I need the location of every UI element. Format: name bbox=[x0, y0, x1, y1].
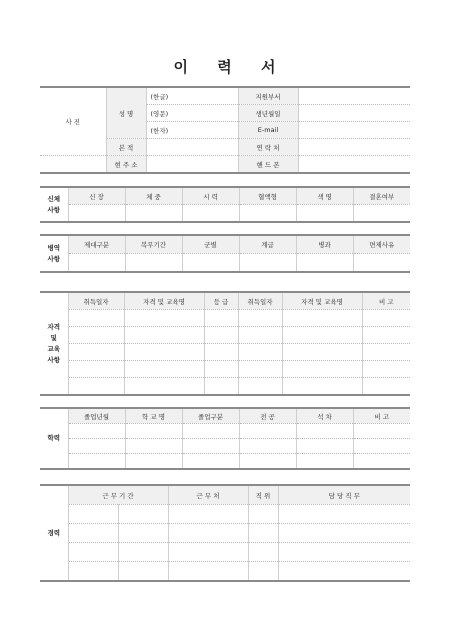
weight-header: 체 중 bbox=[125, 187, 182, 205]
qualifications-section-label bbox=[40, 292, 68, 395]
career-row bbox=[40, 505, 410, 524]
name-hanja-field[interactable]: (한자) bbox=[146, 122, 238, 139]
exemption-reason-header: 면제사유 bbox=[353, 235, 410, 254]
career-row bbox=[40, 524, 410, 543]
name-label: 성 명 bbox=[106, 87, 146, 139]
qualifications-label-1: 자격 bbox=[47, 322, 61, 331]
height-field[interactable] bbox=[68, 205, 125, 223]
personal-info-table bbox=[40, 86, 410, 174]
job-title-header: 직 위 bbox=[248, 485, 278, 505]
body-info-label-1: 신체 bbox=[47, 194, 61, 203]
body-info-label-2: 사항 bbox=[47, 205, 61, 214]
photo-box[interactable] bbox=[40, 87, 106, 156]
military-label-2: 사항 bbox=[47, 254, 61, 263]
address-field[interactable] bbox=[146, 156, 238, 174]
qualification-row bbox=[40, 361, 410, 378]
career-row bbox=[40, 562, 410, 582]
eyesight-field[interactable] bbox=[182, 205, 239, 223]
graduation-type-header: 졸업구분 bbox=[182, 408, 239, 424]
acquired-date-header-2: 취득일자 bbox=[238, 292, 282, 310]
acquired-date-header: 취득일자 bbox=[68, 292, 124, 310]
body-info-section-label bbox=[40, 187, 68, 222]
name-english-field[interactable]: (영문) bbox=[146, 105, 238, 122]
specialty-field[interactable] bbox=[296, 254, 353, 273]
graduation-date-header: 졸업년월 bbox=[68, 408, 125, 424]
discharge-type-field[interactable] bbox=[68, 254, 125, 273]
color-blindness-field[interactable] bbox=[296, 205, 353, 223]
service-period-field[interactable] bbox=[125, 254, 182, 273]
career-section-label: 경력 bbox=[40, 485, 68, 581]
contact-label: 연 락 처 bbox=[238, 139, 298, 156]
education-table bbox=[40, 407, 410, 470]
qualifications-label-2: 및 bbox=[50, 333, 57, 342]
duties-header: 담 당 직 무 bbox=[278, 485, 410, 505]
qualification-row bbox=[40, 327, 410, 344]
hometown-field[interactable] bbox=[146, 139, 238, 156]
birthdate-label: 생년월일 bbox=[238, 105, 298, 122]
qualifications-label-4: 사항 bbox=[47, 355, 61, 364]
body-info-table bbox=[40, 186, 410, 223]
mobile-field[interactable] bbox=[298, 156, 410, 174]
qualification-name-header: 자격 및 교육명 bbox=[124, 292, 204, 310]
resume-title: 이 력 서 bbox=[173, 58, 277, 76]
weight-field[interactable] bbox=[125, 205, 182, 223]
email-field[interactable] bbox=[298, 122, 410, 139]
hometown-label: 본 적 bbox=[106, 139, 146, 156]
mobile-label: 핸 드 폰 bbox=[238, 156, 298, 174]
career-row bbox=[40, 543, 410, 562]
blood-type-header: 혈액형 bbox=[239, 187, 296, 205]
major-header: 전 공 bbox=[239, 408, 296, 424]
specialty-header: 병과 bbox=[296, 235, 353, 254]
color-blindness-header: 색 명 bbox=[296, 187, 353, 205]
class-rank-header: 석 차 bbox=[296, 408, 353, 424]
eyesight-header: 시 력 bbox=[182, 187, 239, 205]
service-period-header: 복무기간 bbox=[125, 235, 182, 254]
qualification-row bbox=[40, 344, 410, 361]
military-section-label bbox=[40, 235, 68, 272]
education-remarks-header: 비 고 bbox=[353, 408, 410, 424]
grade-header: 등 급 bbox=[204, 292, 238, 310]
qualification-row bbox=[40, 310, 410, 327]
marital-status-field[interactable] bbox=[353, 205, 410, 223]
marital-status-header: 결혼여부 bbox=[353, 187, 410, 205]
qualifications-table bbox=[40, 291, 410, 396]
position-field[interactable] bbox=[298, 87, 410, 105]
height-header: 신 장 bbox=[68, 187, 125, 205]
military-table bbox=[40, 234, 410, 273]
education-row bbox=[40, 439, 410, 454]
school-name-header: 학 교 명 bbox=[125, 408, 182, 424]
position-label: 지원부서 bbox=[238, 87, 298, 105]
education-row bbox=[40, 454, 410, 470]
contact-field[interactable] bbox=[298, 139, 410, 156]
remarks-header: 비 고 bbox=[362, 292, 410, 310]
rank-header: 계급 bbox=[239, 235, 296, 254]
education-section-label: 학력 bbox=[40, 408, 68, 469]
name-korean-field[interactable]: (한글) bbox=[146, 87, 238, 105]
address-label: 현 주 소 bbox=[106, 156, 146, 174]
qualification-row bbox=[40, 378, 410, 396]
exemption-reason-field[interactable] bbox=[353, 254, 410, 273]
education-row bbox=[40, 424, 410, 439]
qualification-name-header-2: 자격 및 교육명 bbox=[282, 292, 362, 310]
qualifications-label-3: 교육 bbox=[47, 344, 61, 353]
photo-label: 사 진 bbox=[65, 118, 81, 126]
military-label-1: 병역 bbox=[47, 243, 61, 252]
work-period-header: 근 무 기 간 bbox=[68, 485, 168, 505]
blood-type-field[interactable] bbox=[239, 205, 296, 223]
email-label: E-mail bbox=[238, 122, 298, 139]
branch-field[interactable] bbox=[182, 254, 239, 273]
workplace-header: 근 무 처 bbox=[168, 485, 248, 505]
career-table bbox=[40, 484, 410, 582]
discharge-type-header: 제대구분 bbox=[68, 235, 125, 254]
rank-field[interactable] bbox=[239, 254, 296, 273]
branch-header: 군별 bbox=[182, 235, 239, 254]
photo-bottom-cell bbox=[40, 156, 106, 174]
birthdate-field[interactable] bbox=[298, 105, 410, 122]
